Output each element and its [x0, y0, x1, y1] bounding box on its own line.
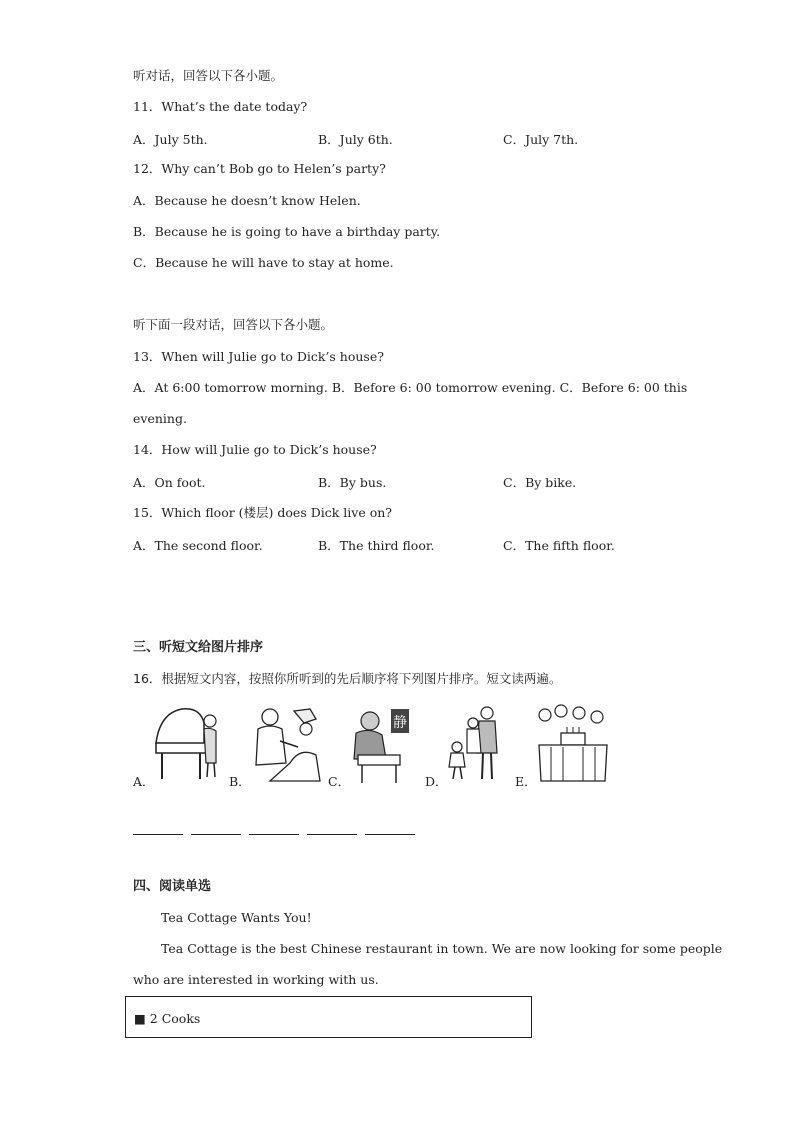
- q12-option-a: A．Because he doesn’t know Helen.: [133, 193, 361, 208]
- section3-heading: 三、听短文给图片排序: [133, 640, 264, 655]
- birthday-party-icon: [535, 703, 610, 783]
- q15-option-a: A．The second floor.: [133, 538, 263, 553]
- answer-blank[interactable]: [249, 833, 299, 835]
- section-intro-listen-dialogue: 听对话，回答以下各小题。: [133, 68, 284, 83]
- reading-para1-line2: who are interested in working with us.: [133, 972, 379, 987]
- answer-blank[interactable]: [191, 833, 241, 835]
- reading-title: Tea Cottage Wants You!: [161, 910, 312, 925]
- q14-option-a: A．On foot.: [133, 475, 206, 490]
- family-walk-icon: [447, 703, 509, 783]
- section4-heading: 四、阅读单选: [133, 879, 212, 894]
- picture-label-d: D．: [425, 774, 448, 789]
- reading-para1-line1: Tea Cottage is the best Chinese restaurant in town. We are now looking for some people: [161, 941, 723, 956]
- q16-question: 16．根据短文内容，按照你所听到的先后顺序将下列图片排序。短文读两遍。: [133, 671, 562, 686]
- q14-option-c: C．By bike.: [503, 475, 577, 490]
- q14-option-b: B．By bus.: [318, 475, 387, 490]
- answer-blank[interactable]: [307, 833, 357, 835]
- q13-options-line2: evening.: [133, 411, 187, 426]
- job-listing-box: [125, 996, 532, 1038]
- q12-option-c: C．Because he will have to stay at home.: [133, 255, 394, 270]
- q12-question: 12．Why can’t Bob go to Helen’s party?: [133, 161, 386, 176]
- answer-blank[interactable]: [365, 833, 415, 835]
- section-intro-listen-dialogue-2: 听下面一段对话，回答以下各小题。: [133, 317, 334, 332]
- q12-option-b: B．Because he is going to have a birthday party.: [133, 224, 441, 239]
- quiet-sign: 静: [393, 715, 407, 731]
- q15-option-b: B．The third floor.: [318, 538, 435, 553]
- q11-option-c: C．July 7th.: [503, 132, 579, 147]
- q11-option-b: B．July 6th.: [318, 132, 393, 147]
- job-item-cooks: ■ 2 Cooks: [134, 1011, 201, 1026]
- q11-question: 11．What’s the date today?: [133, 99, 308, 114]
- answer-blanks[interactable]: [133, 820, 418, 839]
- q15-question: 15．Which floor (楼层) does Dick live on?: [133, 505, 392, 520]
- q11-option-a: A．July 5th.: [133, 132, 208, 147]
- q13-question: 13．When will Julie go to Dick’s house?: [133, 349, 384, 364]
- picture-label-e: E．: [515, 774, 537, 789]
- picture-label-c: C．: [328, 774, 351, 789]
- picture-label-a: A．: [133, 774, 155, 789]
- picture-label-b: B．: [229, 774, 251, 789]
- piano-icon: [152, 703, 222, 783]
- doctor-patient-icon: [250, 703, 325, 783]
- q13-options-line1: A．At 6:00 tomorrow morning. B．Before 6: 00 tomorrow evening. C．Before 6: 00 this: [133, 380, 688, 395]
- q14-question: 14．How will Julie go to Dick’s house?: [133, 442, 377, 457]
- q15-option-c: C．The fifth floor.: [503, 538, 615, 553]
- answer-blank[interactable]: [133, 833, 183, 835]
